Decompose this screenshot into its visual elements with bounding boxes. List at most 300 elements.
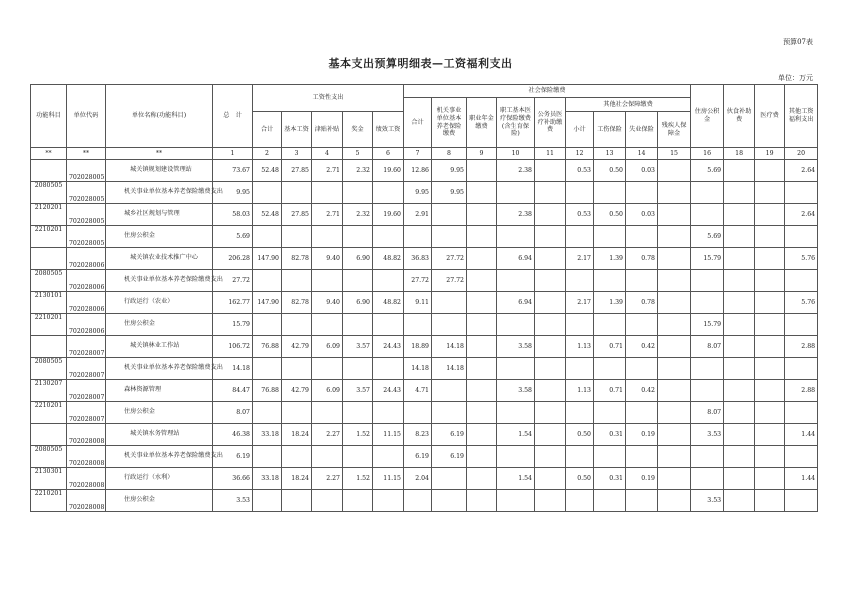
index-cell: 10	[497, 148, 535, 160]
header-housing: 住房公积金	[691, 85, 724, 148]
value-cell	[497, 446, 535, 468]
value-cell: 147.90	[253, 248, 282, 270]
value-cell: 6.94	[497, 248, 535, 270]
value-cell	[785, 314, 818, 336]
value-cell	[724, 204, 755, 226]
table-row	[31, 358, 818, 380]
func-subject-cell: 2210201	[31, 490, 67, 512]
index-cell: **	[31, 148, 67, 160]
value-cell: 8.23	[404, 424, 432, 446]
value-cell	[343, 446, 373, 468]
index-cell: 5	[343, 148, 373, 160]
table-row	[31, 446, 818, 468]
budget-table	[30, 84, 818, 512]
value-cell	[594, 402, 626, 424]
value-cell: 162.77	[213, 292, 253, 314]
value-cell	[343, 182, 373, 204]
value-cell	[467, 292, 497, 314]
header-perf-wage: 绩效工资	[373, 112, 404, 148]
value-cell: 27.72	[404, 270, 432, 292]
value-cell	[467, 490, 497, 512]
value-cell	[497, 402, 535, 424]
value-cell	[467, 182, 497, 204]
value-cell	[785, 226, 818, 248]
header-meal: 伙食补助费	[724, 85, 755, 148]
value-cell	[497, 270, 535, 292]
value-cell: 2.17	[566, 292, 594, 314]
value-cell	[282, 182, 312, 204]
value-cell: 24.43	[373, 336, 404, 358]
header-func-subject: 功能科目	[31, 85, 67, 148]
index-cell: 20	[785, 148, 818, 160]
value-cell	[724, 358, 755, 380]
value-cell	[343, 226, 373, 248]
value-cell: 27.72	[432, 270, 467, 292]
value-cell	[432, 490, 467, 512]
value-cell: 36.66	[213, 468, 253, 490]
value-cell	[497, 182, 535, 204]
value-cell	[691, 446, 724, 468]
value-cell: 1.39	[594, 248, 626, 270]
value-cell: 18.89	[404, 336, 432, 358]
header-unit-name: 单位名称(功能科目)	[106, 85, 213, 148]
value-cell	[755, 314, 785, 336]
value-cell	[755, 292, 785, 314]
unit-name-cell: 机关事业单位基本养老保险缴费支出	[106, 358, 213, 380]
table-body	[31, 160, 818, 512]
value-cell	[312, 402, 343, 424]
value-cell: 14.18	[404, 358, 432, 380]
value-cell	[373, 402, 404, 424]
header-disabled: 残疾人保障金	[658, 112, 691, 148]
value-cell	[724, 226, 755, 248]
value-cell: 0.50	[566, 424, 594, 446]
value-cell	[373, 182, 404, 204]
header-annuity: 职业年金缴费	[467, 98, 497, 148]
value-cell: 18.24	[282, 424, 312, 446]
value-cell: 6.90	[343, 292, 373, 314]
header-medfee: 医疗费	[755, 85, 785, 148]
value-cell	[658, 226, 691, 248]
value-cell	[785, 358, 818, 380]
value-cell	[755, 358, 785, 380]
unit-name-cell: 森林资源管理	[106, 380, 213, 402]
value-cell	[691, 468, 724, 490]
index-cell: 1	[213, 148, 253, 160]
value-cell: 3.58	[497, 336, 535, 358]
value-cell	[755, 490, 785, 512]
value-cell	[253, 270, 282, 292]
value-cell	[785, 490, 818, 512]
table-row	[31, 160, 818, 182]
value-cell: 27.85	[282, 160, 312, 182]
value-cell: 6.19	[432, 446, 467, 468]
value-cell	[724, 248, 755, 270]
func-subject-cell: 2080505	[31, 270, 67, 292]
value-cell	[626, 226, 658, 248]
value-cell: 27.85	[282, 204, 312, 226]
value-cell: 1.39	[594, 292, 626, 314]
value-cell	[312, 446, 343, 468]
value-cell	[566, 226, 594, 248]
value-cell	[253, 446, 282, 468]
value-cell	[497, 226, 535, 248]
value-cell	[373, 314, 404, 336]
value-cell	[312, 182, 343, 204]
table-row	[31, 204, 818, 226]
value-cell	[535, 248, 566, 270]
index-cell: 6	[373, 148, 404, 160]
page-code: 预算07表	[783, 38, 813, 46]
header-civil-medical: 公务员医疗补助缴费	[535, 98, 566, 148]
func-subject-cell: 2080505	[31, 446, 67, 468]
value-cell: 15.79	[691, 314, 724, 336]
value-cell	[497, 490, 535, 512]
value-cell	[658, 358, 691, 380]
index-cell: 3	[282, 148, 312, 160]
value-cell	[626, 314, 658, 336]
header-unit-code: 单位代码	[67, 85, 106, 148]
value-cell	[626, 490, 658, 512]
unit-code-cell: 702028005	[67, 160, 106, 182]
value-cell	[658, 446, 691, 468]
value-cell	[691, 380, 724, 402]
value-cell: 6.94	[497, 292, 535, 314]
value-cell	[312, 490, 343, 512]
value-cell: 2.17	[566, 248, 594, 270]
value-cell	[755, 248, 785, 270]
index-cell: **	[67, 148, 106, 160]
unit-name-cell: 机关事业单位基本养老保险缴费支出	[106, 182, 213, 204]
index-cell: 8	[432, 148, 467, 160]
unit-code-cell: 702028006	[67, 292, 106, 314]
value-cell	[626, 446, 658, 468]
value-cell: 2.64	[785, 204, 818, 226]
value-cell	[755, 270, 785, 292]
value-cell	[626, 270, 658, 292]
value-cell	[467, 424, 497, 446]
value-cell	[691, 182, 724, 204]
value-cell	[658, 160, 691, 182]
index-cell: 15	[658, 148, 691, 160]
unit-code-cell: 702028005	[67, 182, 106, 204]
value-cell	[253, 226, 282, 248]
value-cell: 2.27	[312, 468, 343, 490]
unit-name-cell: 城乡社区规划与管理	[106, 204, 213, 226]
value-cell	[755, 424, 785, 446]
header-injury: 工伤保险	[594, 112, 626, 148]
func-subject-cell	[31, 160, 67, 182]
value-cell: 4.71	[404, 380, 432, 402]
value-cell	[785, 402, 818, 424]
value-cell: 3.58	[497, 380, 535, 402]
func-subject-cell: 2120201	[31, 204, 67, 226]
value-cell	[373, 270, 404, 292]
func-subject-cell: 2210201	[31, 402, 67, 424]
value-cell	[658, 248, 691, 270]
value-cell	[724, 424, 755, 446]
value-cell	[691, 204, 724, 226]
func-subject-cell: 2130207	[31, 380, 67, 402]
value-cell	[594, 446, 626, 468]
value-cell	[658, 182, 691, 204]
unit-name-cell: 住房公积金	[106, 314, 213, 336]
index-cell: 13	[594, 148, 626, 160]
func-subject-cell	[31, 424, 67, 446]
value-cell: 2.32	[343, 160, 373, 182]
value-cell: 42.79	[282, 380, 312, 402]
value-cell: 2.71	[312, 204, 343, 226]
value-cell	[566, 402, 594, 424]
value-cell: 82.78	[282, 248, 312, 270]
value-cell	[343, 270, 373, 292]
value-cell	[755, 380, 785, 402]
index-cell: 19	[755, 148, 785, 160]
value-cell: 82.78	[282, 292, 312, 314]
value-cell: 0.31	[594, 468, 626, 490]
unit-code-cell: 702028008	[67, 468, 106, 490]
value-cell	[724, 160, 755, 182]
value-cell	[467, 270, 497, 292]
value-cell	[467, 248, 497, 270]
header-social-group: 社会保险缴费	[404, 85, 691, 98]
value-cell	[404, 226, 432, 248]
func-subject-cell: 2130301	[31, 468, 67, 490]
value-cell	[282, 226, 312, 248]
value-cell	[724, 446, 755, 468]
value-cell	[566, 270, 594, 292]
unit-name-cell: 城关镇林业工作站	[106, 336, 213, 358]
unit-label: 单位：万元	[778, 74, 813, 82]
unit-name-cell: 住房公积金	[106, 490, 213, 512]
value-cell	[312, 314, 343, 336]
value-cell	[535, 402, 566, 424]
value-cell: 6.09	[312, 380, 343, 402]
value-cell: 15.79	[691, 248, 724, 270]
value-cell	[785, 270, 818, 292]
value-cell	[432, 226, 467, 248]
value-cell	[535, 160, 566, 182]
unit-name-cell: 城关镇规划建设管理站	[106, 160, 213, 182]
value-cell	[404, 314, 432, 336]
value-cell: 0.31	[594, 424, 626, 446]
value-cell	[594, 314, 626, 336]
value-cell: 33.18	[253, 424, 282, 446]
value-cell	[626, 402, 658, 424]
value-cell	[755, 182, 785, 204]
table-row	[31, 314, 818, 336]
value-cell	[373, 490, 404, 512]
header-bonus: 奖金	[343, 112, 373, 148]
value-cell	[535, 182, 566, 204]
value-cell	[691, 270, 724, 292]
unit-name-cell: 城关镇农业技术推广中心	[106, 248, 213, 270]
value-cell	[373, 226, 404, 248]
value-cell: 8.07	[213, 402, 253, 424]
value-cell: 5.76	[785, 248, 818, 270]
value-cell	[724, 292, 755, 314]
func-subject-cell	[31, 248, 67, 270]
value-cell	[755, 402, 785, 424]
table-row	[31, 490, 818, 512]
table-row	[31, 226, 818, 248]
value-cell: 11.15	[373, 424, 404, 446]
value-cell: 15.79	[213, 314, 253, 336]
value-cell: 1.13	[566, 336, 594, 358]
value-cell	[594, 490, 626, 512]
value-cell	[724, 182, 755, 204]
value-cell: 2.04	[404, 468, 432, 490]
value-cell: 9.11	[404, 292, 432, 314]
value-cell: 76.88	[253, 380, 282, 402]
index-cell: 9	[467, 148, 497, 160]
value-cell	[724, 468, 755, 490]
value-cell	[724, 380, 755, 402]
value-cell: 2.27	[312, 424, 343, 446]
value-cell	[373, 358, 404, 380]
header-pension: 机关事业单位基本养老保险缴费	[432, 98, 467, 148]
value-cell	[497, 314, 535, 336]
value-cell	[467, 402, 497, 424]
value-cell	[432, 292, 467, 314]
value-cell: 1.52	[343, 468, 373, 490]
value-cell	[566, 314, 594, 336]
value-cell	[594, 182, 626, 204]
value-cell: 0.03	[626, 204, 658, 226]
value-cell: 5.76	[785, 292, 818, 314]
value-cell	[755, 446, 785, 468]
value-cell	[343, 314, 373, 336]
index-cell: 7	[404, 148, 432, 160]
value-cell	[724, 402, 755, 424]
table-row	[31, 248, 818, 270]
header-unemploy: 失业保险	[626, 112, 658, 148]
index-cell: 14	[626, 148, 658, 160]
value-cell	[404, 490, 432, 512]
unit-code-cell: 702028005	[67, 204, 106, 226]
value-cell: 2.91	[404, 204, 432, 226]
value-cell: 18.24	[282, 468, 312, 490]
header-other-wage: 其他工资福利支出	[785, 85, 818, 148]
value-cell: 3.57	[343, 336, 373, 358]
value-cell	[724, 270, 755, 292]
func-subject-cell: 2130101	[31, 292, 67, 314]
value-cell: 5.69	[691, 226, 724, 248]
value-cell	[467, 380, 497, 402]
value-cell	[626, 182, 658, 204]
value-cell	[755, 336, 785, 358]
unit-name-cell: 住房公积金	[106, 402, 213, 424]
unit-name-cell: 城关镇水务管理站	[106, 424, 213, 446]
value-cell: 33.18	[253, 468, 282, 490]
unit-code-cell: 702028007	[67, 402, 106, 424]
value-cell	[432, 402, 467, 424]
value-cell	[724, 314, 755, 336]
value-cell	[658, 424, 691, 446]
value-cell: 3.53	[691, 490, 724, 512]
value-cell: 1.52	[343, 424, 373, 446]
value-cell: 27.72	[213, 270, 253, 292]
value-cell	[535, 336, 566, 358]
value-cell	[535, 226, 566, 248]
index-row	[31, 148, 818, 160]
header-other-total: 小计	[566, 112, 594, 148]
table-row	[31, 336, 818, 358]
value-cell	[658, 468, 691, 490]
unit-code-cell: 702028007	[67, 380, 106, 402]
value-cell: 2.71	[312, 160, 343, 182]
value-cell: 0.50	[594, 160, 626, 182]
value-cell	[432, 314, 467, 336]
func-subject-cell	[31, 336, 67, 358]
value-cell	[312, 358, 343, 380]
value-cell	[566, 182, 594, 204]
value-cell	[282, 446, 312, 468]
value-cell	[535, 292, 566, 314]
value-cell	[566, 358, 594, 380]
value-cell: 2.38	[497, 204, 535, 226]
value-cell	[535, 314, 566, 336]
value-cell: 0.78	[626, 292, 658, 314]
func-subject-cell: 2080505	[31, 182, 67, 204]
value-cell	[658, 380, 691, 402]
value-cell: 0.53	[566, 204, 594, 226]
value-cell	[432, 468, 467, 490]
unit-name-cell: 行政运行（农业）	[106, 292, 213, 314]
value-cell: 11.15	[373, 468, 404, 490]
header-total: 总 计	[213, 85, 253, 148]
value-cell: 42.79	[282, 336, 312, 358]
value-cell: 9.95	[432, 182, 467, 204]
value-cell	[467, 468, 497, 490]
index-cell: 4	[312, 148, 343, 160]
value-cell	[343, 402, 373, 424]
value-cell: 0.42	[626, 380, 658, 402]
value-cell: 5.69	[213, 226, 253, 248]
index-cell: 2	[253, 148, 282, 160]
value-cell	[535, 380, 566, 402]
value-cell	[755, 160, 785, 182]
unit-code-cell: 702028006	[67, 270, 106, 292]
value-cell	[312, 226, 343, 248]
value-cell	[535, 490, 566, 512]
value-cell	[343, 490, 373, 512]
value-cell: 76.88	[253, 336, 282, 358]
value-cell: 52.48	[253, 160, 282, 182]
value-cell: 9.95	[404, 182, 432, 204]
value-cell: 0.71	[594, 336, 626, 358]
table-row	[31, 424, 818, 446]
value-cell	[432, 380, 467, 402]
value-cell	[253, 182, 282, 204]
value-cell	[724, 336, 755, 358]
value-cell	[785, 182, 818, 204]
value-cell: 58.03	[213, 204, 253, 226]
value-cell	[535, 358, 566, 380]
value-cell	[497, 358, 535, 380]
value-cell: 2.88	[785, 380, 818, 402]
value-cell	[253, 314, 282, 336]
value-cell: 2.88	[785, 336, 818, 358]
value-cell: 84.47	[213, 380, 253, 402]
value-cell: 1.44	[785, 424, 818, 446]
value-cell	[566, 446, 594, 468]
value-cell: 19.60	[373, 204, 404, 226]
value-cell	[432, 204, 467, 226]
value-cell	[594, 270, 626, 292]
value-cell	[594, 226, 626, 248]
value-cell	[691, 292, 724, 314]
